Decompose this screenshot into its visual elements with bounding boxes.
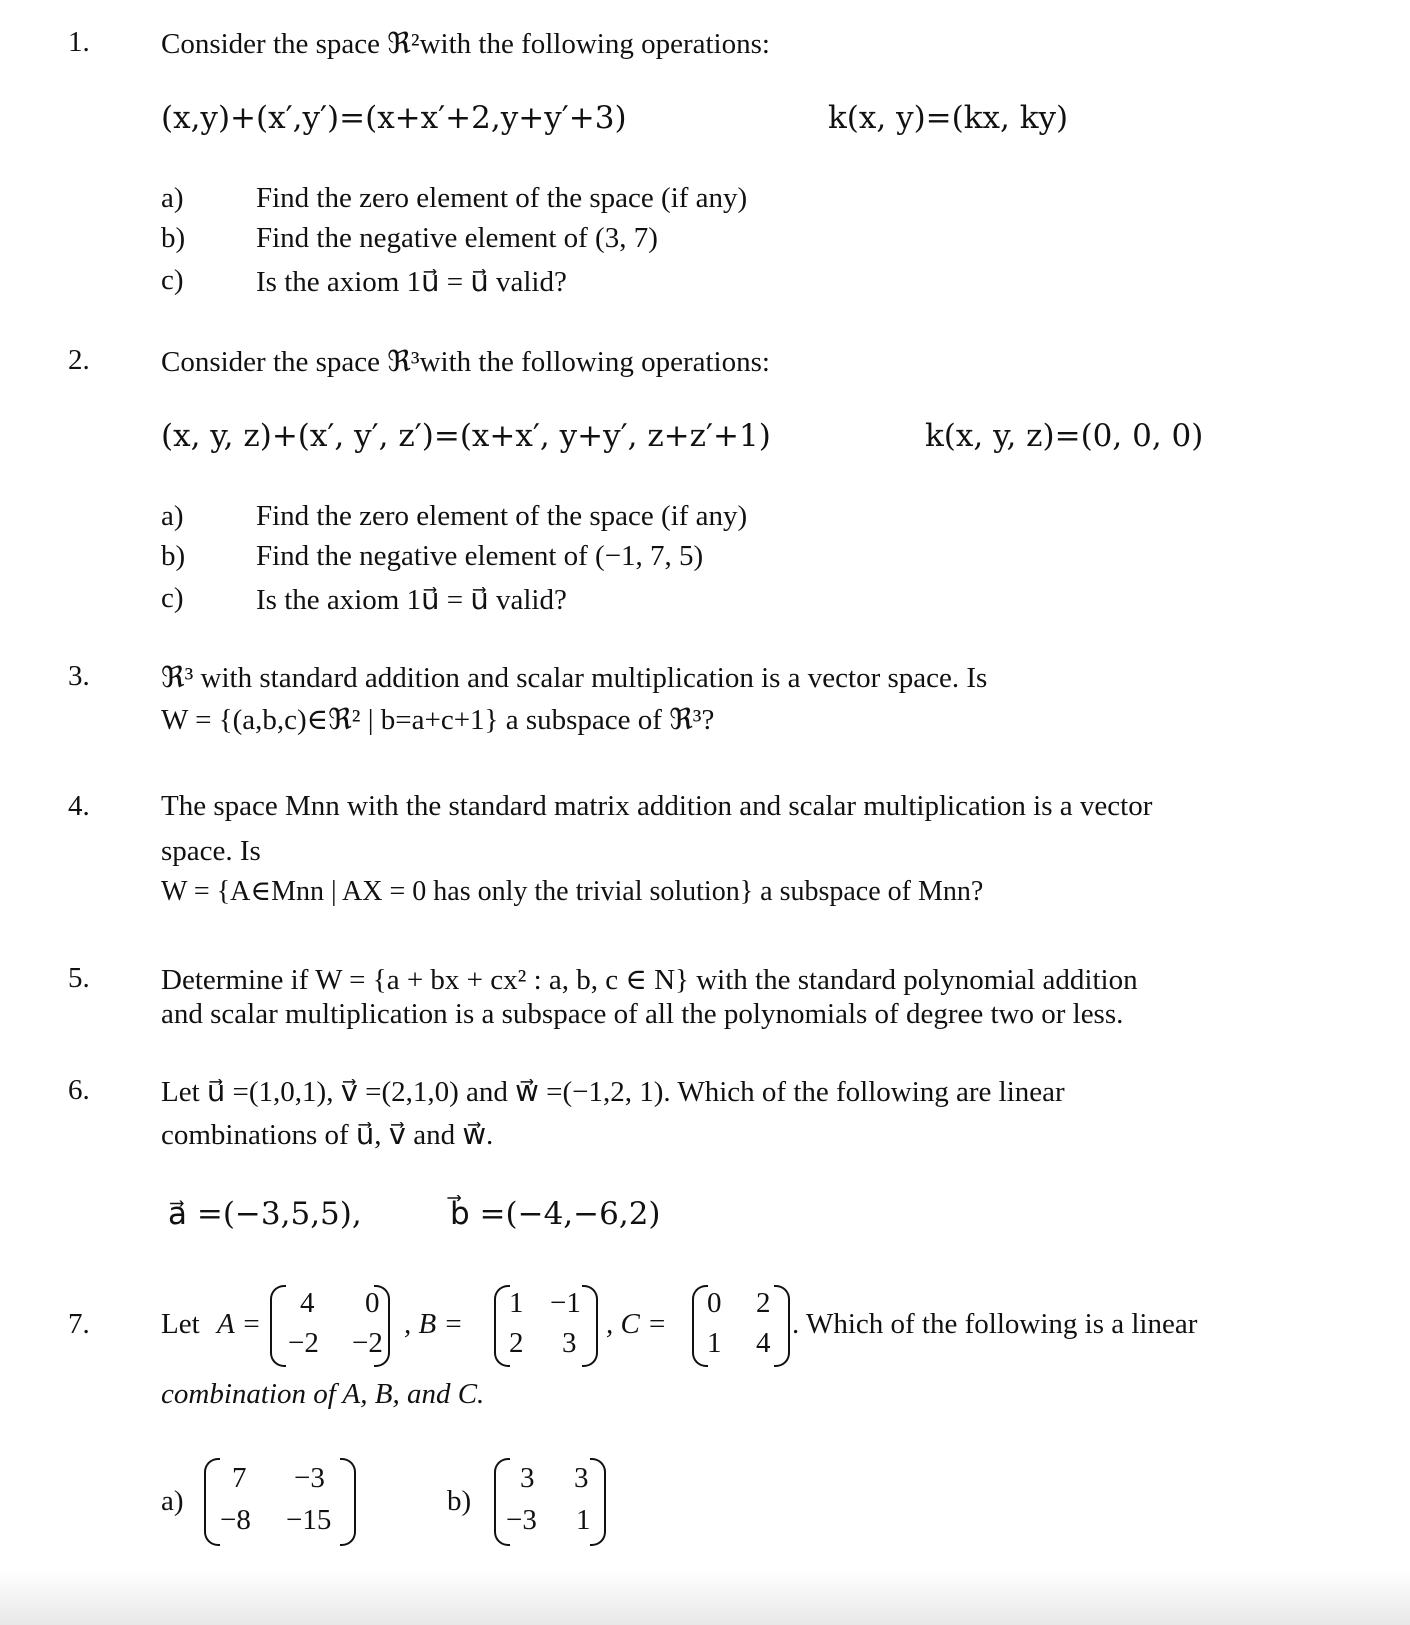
q5-line-2: and scalar multiplication is a subspace of all the polynomials of degree two or less.: [161, 998, 1124, 1030]
q7-number: 7.: [68, 1308, 90, 1340]
matrix-c-cell: 1: [707, 1327, 722, 1359]
matrix-c-left-paren: [692, 1285, 708, 1367]
matrix-c-right-paren: [774, 1285, 790, 1367]
q3-number: 3.: [68, 660, 90, 692]
option-a-right-paren: [340, 1458, 356, 1546]
q7-tail-text: . Which of the following is a linear: [792, 1308, 1198, 1340]
option-b-cell: 1: [576, 1504, 591, 1536]
matrix-b-cell: 1: [509, 1287, 524, 1319]
matrix-a-left-paren: [270, 1285, 286, 1367]
matrix-b: [494, 1285, 598, 1367]
option-a-cell: −3: [294, 1462, 325, 1494]
q4-line-2: space. Is: [161, 835, 261, 867]
q1-part-b-text: Find the negative element of (3, 7): [256, 222, 658, 254]
q1-part-c-text: Is the axiom 1u⃗ = u⃗ valid?: [256, 266, 567, 298]
q1-number: 1.: [68, 26, 90, 58]
matrix-c-cell: 0: [707, 1287, 722, 1319]
q6-line-2: combinations of u⃗, v⃗ and w⃗.: [161, 1119, 494, 1151]
q2-addition-rule: (x, y, z)+(x′, y′, z′)=(x+x′, y+y′, z+z′+1): [161, 418, 771, 454]
q1-scalar-rule: k(x, y)=(kx, ky): [828, 100, 1069, 136]
q7-matrix-a-label: A =: [217, 1308, 262, 1340]
option-a-cell: 7: [232, 1462, 247, 1494]
q1-part-a-text: Find the zero element of the space (if any): [256, 182, 748, 214]
q3-line-2: W = {(a,b,c)∈ℜ² | b=a+c+1} a subspace of ℜ³?: [161, 704, 715, 736]
q2-number: 2.: [68, 344, 90, 376]
q7-let: Let: [161, 1308, 200, 1340]
matrix-b-cell: 3: [562, 1327, 577, 1359]
matrix-b-cell: 2: [509, 1327, 524, 1359]
option-b-cell: 3: [574, 1462, 589, 1494]
q2-part-c-label: c): [161, 582, 184, 614]
matrix-b-cell: −1: [550, 1287, 581, 1319]
q2-part-a-label: a): [161, 500, 184, 532]
matrix-b-right-paren: [582, 1285, 598, 1367]
option-b-matrix: [494, 1458, 606, 1546]
q6-line-1: Let u⃗ =(1,0,1), v⃗ =(2,1,0) and w⃗ =(−1,2, 1). Which of the following are linear: [161, 1076, 1065, 1108]
option-a-left-paren: [204, 1458, 220, 1546]
matrix-a-cell: 4: [300, 1287, 315, 1319]
matrix-b-left-paren: [494, 1285, 510, 1367]
q1-part-b-label: b): [161, 222, 186, 254]
q4-number: 4.: [68, 790, 90, 822]
option-b-right-paren: [590, 1458, 606, 1546]
option-b-cell: 3: [520, 1462, 535, 1494]
option-a-matrix: [204, 1458, 356, 1546]
q7-matrix-c-label: , C =: [606, 1308, 667, 1340]
matrix-c: [692, 1285, 790, 1367]
q6-number: 6.: [68, 1074, 90, 1106]
q7-line-2: combination of A, B, and C.: [161, 1378, 485, 1410]
q2-part-a-text: Find the zero element of the space (if any): [256, 500, 748, 532]
q6-vector-b: b⃗ =(−4,−6,2): [450, 1196, 661, 1232]
matrix-c-cell: 2: [756, 1287, 771, 1319]
q1-part-c-label: c): [161, 264, 184, 296]
q2-part-c-text: Is the axiom 1u⃗ = u⃗ valid?: [256, 584, 567, 616]
matrix-a-cell: −2: [352, 1327, 383, 1359]
q7-matrix-b-label: , B =: [404, 1308, 464, 1340]
q4-line-1: The space Mnn with the standard matrix addition and scalar multiplication is a vector: [161, 790, 1153, 822]
q4-line-3: W = {A∈Mnn | AX = 0 has only the trivial solution} a subspace of Mnn?: [161, 876, 984, 907]
q3-line-1: ℜ³ with standard addition and scalar multiplication is a vector space. Is: [161, 662, 988, 694]
matrix-a-cell: 0: [365, 1287, 380, 1319]
q2-part-b-text: Find the negative element of (−1, 7, 5): [256, 540, 704, 572]
matrix-a: [270, 1285, 390, 1367]
bottom-edge-shade: [0, 1570, 1410, 1625]
q1-intro: Consider the space ℜ²with the following operations:: [161, 28, 770, 60]
matrix-a-cell: −2: [288, 1327, 319, 1359]
q7-option-b-label: b): [447, 1485, 472, 1517]
q2-intro: Consider the space ℜ³with the following operations:: [161, 346, 770, 378]
option-a-cell: −15: [286, 1504, 332, 1536]
q5-line-1: Determine if W = {a + bx + cx² : a, b, c ∈ N} with the standard polynomial addition: [161, 964, 1138, 996]
q2-scalar-rule: k(x, y, z)=(0, 0, 0): [925, 418, 1204, 454]
q5-number: 5.: [68, 962, 90, 994]
q7-option-a-label: a): [161, 1485, 184, 1517]
option-b-cell: −3: [506, 1504, 537, 1536]
q1-addition-rule: (x,y)+(x′,y′)=(x+x′+2,y+y′+3): [161, 100, 627, 136]
option-a-cell: −8: [220, 1504, 251, 1536]
q1-part-a-label: a): [161, 182, 184, 214]
matrix-c-cell: 4: [756, 1327, 771, 1359]
q6-vector-a: a⃗ =(−3,5,5),: [168, 1196, 362, 1232]
q2-part-b-label: b): [161, 540, 186, 572]
